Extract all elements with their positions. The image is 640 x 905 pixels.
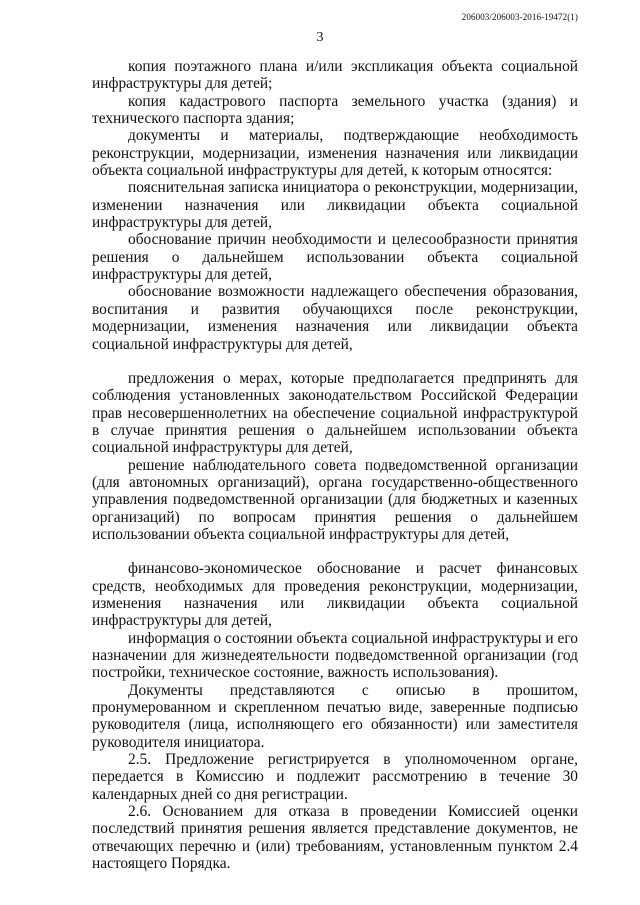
paragraph: 2.5. Предложение регистрируется в уполномоченном органе, передается в Комиссию и подлежит рассмотрению в течение 30 календарных дней со дня регистрации. (92, 751, 578, 803)
paragraph: решение наблюдательного совета подведомственной организации (для автономных организаций), органа государственно-общественного управления подведомственной организации (для бюджетных и казенных организаций) по вопросам принятия решения о дальнейшем использовании объекта социальной инфраструктуры для детей, (92, 456, 578, 543)
paragraph: документы и материалы, подтверждающие необходимость реконструкции, модернизации, изменения назначения или ликвидации объекта социальной инфраструктуры для детей, к которым относятся: (92, 127, 578, 180)
paragraph: пояснительная записка инициатора о реконструкции, модернизации, изменении назначения или ликвидации объекта социальной инфраструктуры для детей, (92, 179, 578, 232)
paragraph: обоснование причин необходимости и целесообразности принятия решения о дальнейшем использовании объекта социальной инфраструктуры для детей, (92, 231, 578, 284)
page-number: 3 (316, 30, 324, 45)
document-body (92, 58, 578, 872)
paragraph: предложения о мерах, которые предполагается предпринять для соблюдения установленных законодательством Российской Федерации прав несовершеннолетних на обеспечение социальной инфраструктурой в случае принятия решения о дальнейшем использовании объекта социальной инфраструктуры для детей, (92, 369, 578, 457)
paragraph: копия кадастрового паспорта земельного участка (здания) и технического паспорта здания; (92, 92, 578, 128)
paragraph: финансово-экономическое обоснование и расчет финансовых средств, необходимых для проведения реконструкции, модернизации, изменения назначения или ликвидации объекта социальной инфраструктуры для детей, (92, 560, 578, 630)
paragraph: 2.6. Основанием для отказа в проведении Комиссией оценки последствий принятия решения является представление документов, не отвечающих перечню и (или) требованиям, установленным пунктом 2.4 настоящего Порядка. (92, 803, 578, 873)
paragraph: обоснование возможности надлежащего обеспечения образования, воспитания и развития обучающихся после реконструкции, модернизации, изменения назначения или ликвидации объекта социальной инфраструктуры для детей, (92, 283, 578, 353)
paragraph: информация о состоянии объекта социальной инфраструктуры и его назначении для жизнедеятельности подведомственной организации (год постройки, техническое состояние, важность использования). (92, 629, 578, 682)
document-id: 206003/206003-2016-19472(1) (461, 12, 578, 22)
paragraph: копия поэтажного плана и/или экспликация объекта социальной инфраструктуры для детей; (92, 58, 578, 93)
paragraph: Документы представляются с описью в прошитом, пронумерованном и скрепленном печатью виде, заверенные подписью руководителя (лица, исполняющего его обязанности) или заместителя руководителя инициатора. (92, 681, 578, 751)
